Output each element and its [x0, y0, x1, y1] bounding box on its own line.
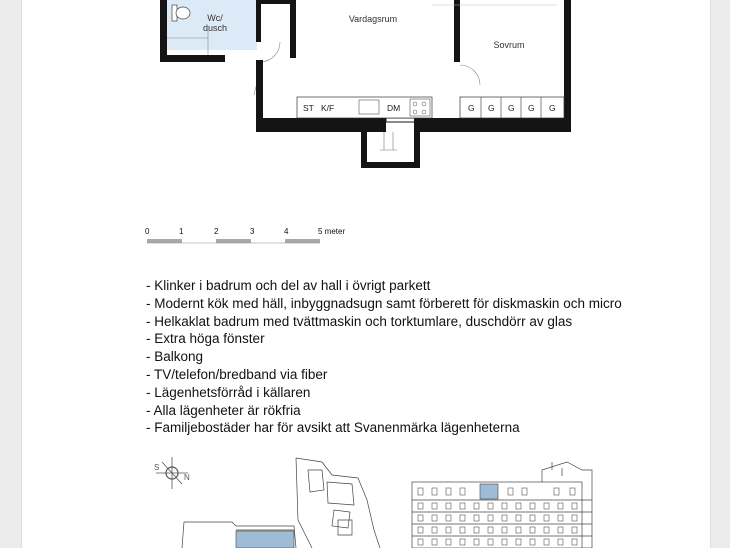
outer-wall-right — [564, 0, 571, 132]
feature-item: - Lägenhetsförråd i källaren — [146, 384, 311, 400]
feature-item: - Extra höga fönster — [146, 331, 265, 347]
fixture-label-wardrobe: G — [488, 103, 495, 113]
scale-tick-label: 0 — [145, 227, 150, 236]
scale-tick-label: 4 — [284, 227, 289, 236]
feature-item: - Helkaklat badrum med tvättmaskin och torktumlare, duschdörr av glas — [146, 313, 573, 329]
balcony-wall-left — [361, 118, 367, 168]
sink — [359, 100, 379, 114]
fixture-label-stove: ST — [303, 103, 314, 113]
feature-item: - Familjebostäder har för avsikt att Svanenmärka lägenheterna — [146, 420, 520, 436]
room-label-wc: Wc/ dusch — [202, 13, 228, 33]
bedroom-wall — [454, 0, 460, 62]
scale-bar-seg-3 — [285, 239, 320, 243]
hall-wall — [290, 0, 296, 58]
scale-tick-label: 3 — [250, 227, 255, 236]
balcony-wall-right — [414, 118, 420, 168]
fixture-label-dishwasher: DM — [387, 103, 401, 113]
scale-bar-seg-1 — [147, 239, 182, 243]
scale-bar-seg-2 — [216, 239, 251, 243]
hob — [410, 99, 430, 116]
feature-item: - Balkong — [146, 349, 204, 365]
compass-icon — [154, 457, 190, 489]
scale-end-label: 5 meter — [318, 227, 346, 236]
fixture-label-wardrobe: G — [549, 103, 556, 113]
toilet-bowl — [176, 7, 190, 19]
feature-item: - TV/telefon/bredband via fiber — [146, 366, 328, 382]
scale-tick-label: 2 — [214, 227, 219, 236]
bathroom-wall-bottom — [160, 55, 225, 62]
fixture-label-wardrobe: G — [508, 103, 515, 113]
feature-item: - Modernt kök med häll, inbyggnadsugn samt förberett för diskmaskin och micro — [146, 295, 622, 311]
room-label-bedroom: Sovrum — [493, 40, 525, 50]
balcony-wall-bottom — [361, 162, 420, 168]
svg-text:N: N — [184, 473, 190, 482]
bathroom-wall-left — [160, 0, 167, 62]
fixture-label-wardrobe: G — [528, 103, 535, 113]
fixture-label-fridge: K/F — [321, 103, 335, 113]
svg-text:S: S — [154, 463, 160, 472]
facade-highlight — [480, 484, 498, 499]
feature-list — [146, 277, 622, 437]
feature-item: - Klinker i badrum och del av hall i övrigt parkett — [146, 278, 431, 293]
scale-tick-label: 1 — [179, 227, 184, 236]
feature-item: - Alla lägenheter är rökfria — [146, 402, 301, 418]
site-plan-highlight — [236, 531, 294, 548]
bathroom-wall-right — [256, 0, 261, 42]
document-sheet — [21, 0, 711, 548]
fixture-label-wardrobe: G — [468, 103, 475, 113]
floor-plan — [22, 0, 710, 548]
room-label-living: Vardagsrum — [348, 14, 398, 24]
outer-wall-bottom-right — [415, 118, 571, 132]
